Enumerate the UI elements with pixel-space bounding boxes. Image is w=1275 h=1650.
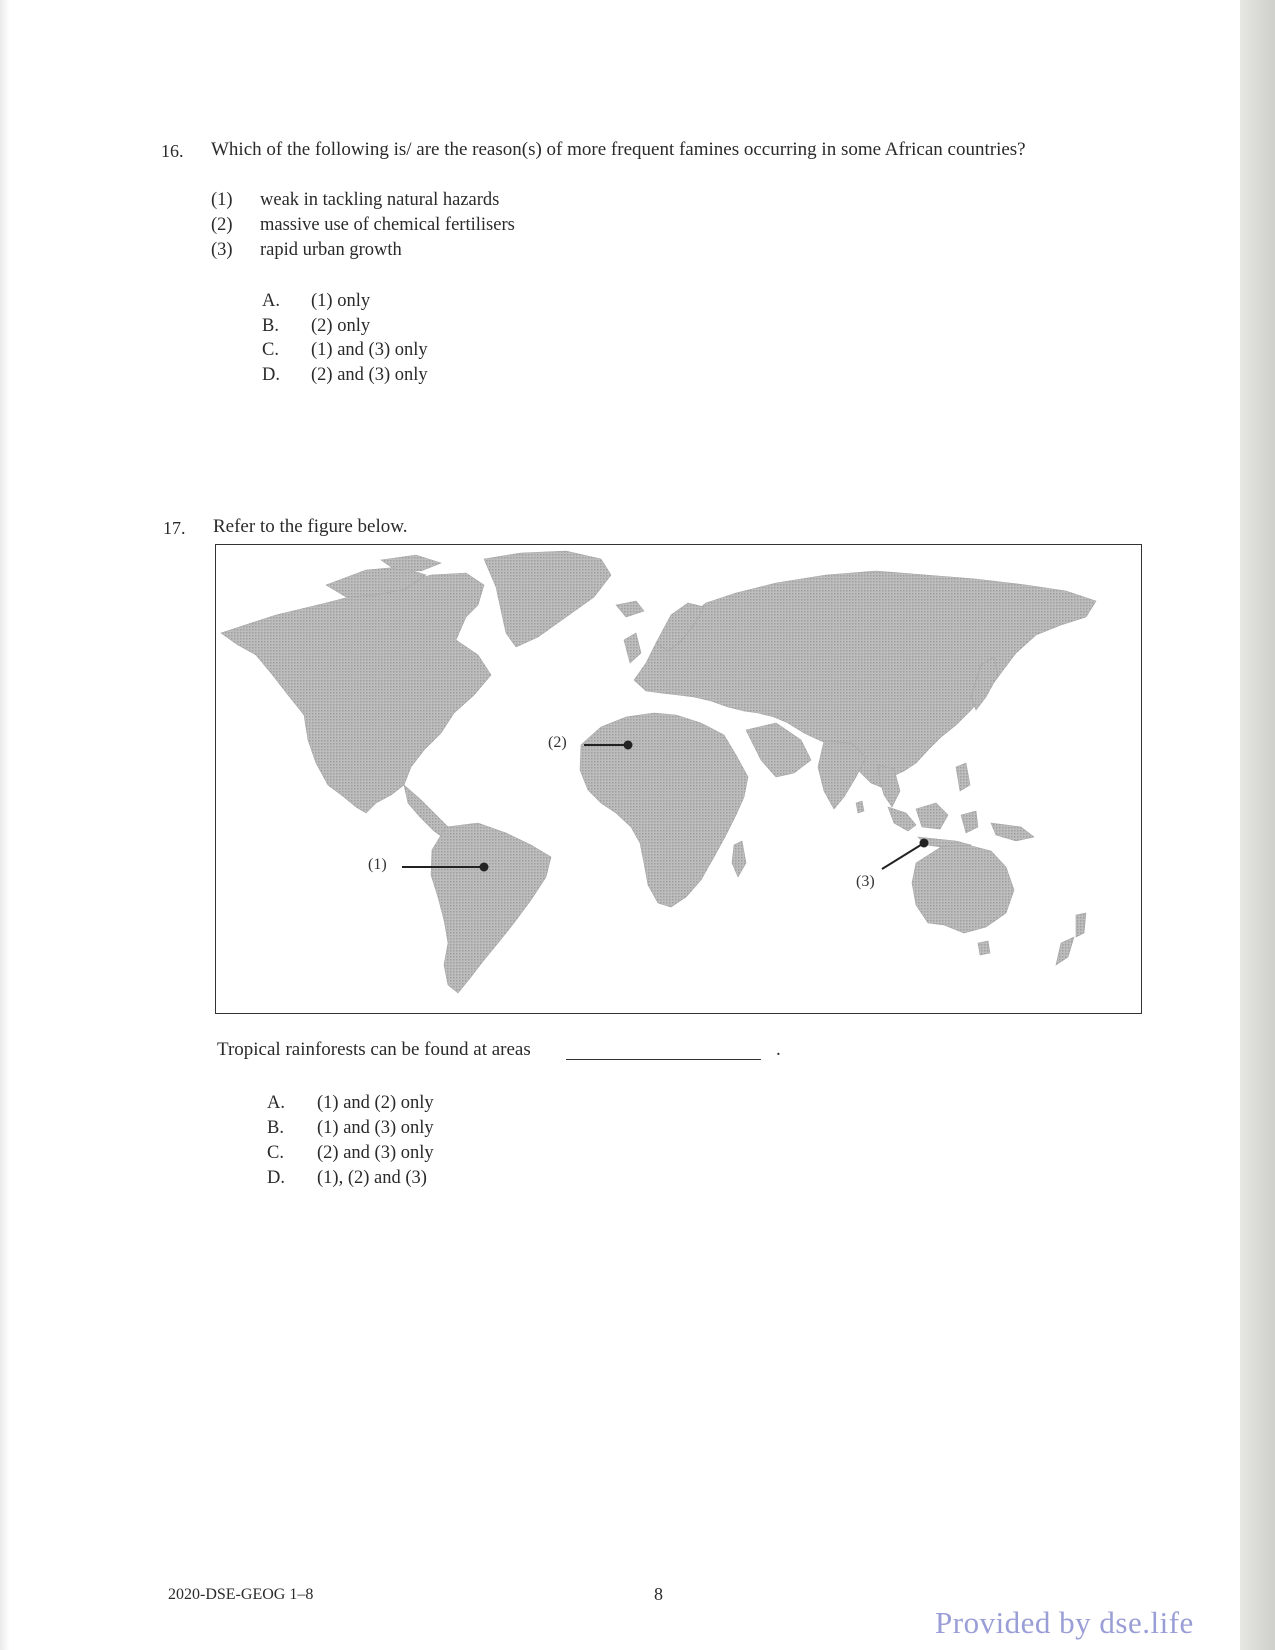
q17-prompt-text: Tropical rainforests can be found at areas — [217, 1039, 531, 1060]
q17-option-d-letter: D. — [267, 1168, 285, 1188]
q16-statement-1: weak in tackling natural hazards — [260, 190, 500, 210]
q16-option-b[interactable]: (2) only — [311, 316, 371, 336]
q16-statement-3-label: (3) — [211, 240, 233, 260]
q17-option-b[interactable]: (1) and (3) only — [317, 1118, 434, 1138]
q16-question-text: Which of the following is/ are the reason(s) of more frequent famines occurring in some African countries? — [211, 139, 1026, 160]
africa-landmass — [580, 713, 748, 907]
page-number: 8 — [654, 1584, 663, 1604]
q17-number: 17. — [163, 518, 186, 538]
q17-question-text: Refer to the figure below. — [213, 516, 408, 537]
q16-number: 16. — [161, 141, 184, 161]
q16-statement-2-label: (2) — [211, 215, 233, 235]
indonesia-landmass — [888, 807, 916, 831]
q17-answer-blank — [566, 1039, 761, 1060]
watermark: Provided by dse.life — [935, 1605, 1194, 1640]
q16-statement-1-label: (1) — [211, 190, 233, 210]
greenland-landmass — [484, 551, 611, 647]
q17-option-b-letter: B. — [267, 1118, 284, 1138]
map-label-3: (3) — [856, 873, 875, 890]
q16-option-a[interactable]: (1) only — [311, 291, 371, 311]
south-america-landmass — [431, 823, 551, 993]
scan-edge-right — [1240, 0, 1275, 1650]
world-map-figure — [215, 544, 1142, 1014]
q16-statement-3: rapid urban growth — [260, 240, 402, 260]
q16-option-c-letter: C. — [262, 340, 279, 360]
australia-landmass — [912, 845, 1014, 933]
india-landmass — [818, 741, 866, 809]
q16-option-c[interactable]: (1) and (3) only — [311, 340, 428, 360]
q16-option-a-letter: A. — [262, 291, 280, 311]
scan-edge-left — [0, 0, 10, 1650]
q17-option-a-letter: A. — [267, 1093, 285, 1113]
world-map — [216, 545, 1141, 1013]
q17-prompt-end: . — [776, 1039, 781, 1060]
q17-option-c[interactable]: (2) and (3) only — [317, 1143, 434, 1163]
q17-option-a[interactable]: (1) and (2) only — [317, 1093, 434, 1113]
q16-statement-2: massive use of chemical fertilisers — [260, 215, 515, 235]
q17-option-c-letter: C. — [267, 1143, 284, 1163]
footer-paper-code: 2020-DSE-GEOG 1–8 — [168, 1586, 314, 1603]
q16-option-d[interactable]: (2) and (3) only — [311, 365, 428, 385]
map-label-2: (2) — [548, 734, 567, 751]
q16-option-b-letter: B. — [262, 316, 279, 336]
north-america-landmass — [221, 573, 491, 813]
q17-option-d[interactable]: (1), (2) and (3) — [317, 1168, 427, 1188]
q16-option-d-letter: D. — [262, 365, 280, 385]
map-label-1: (1) — [368, 856, 387, 873]
